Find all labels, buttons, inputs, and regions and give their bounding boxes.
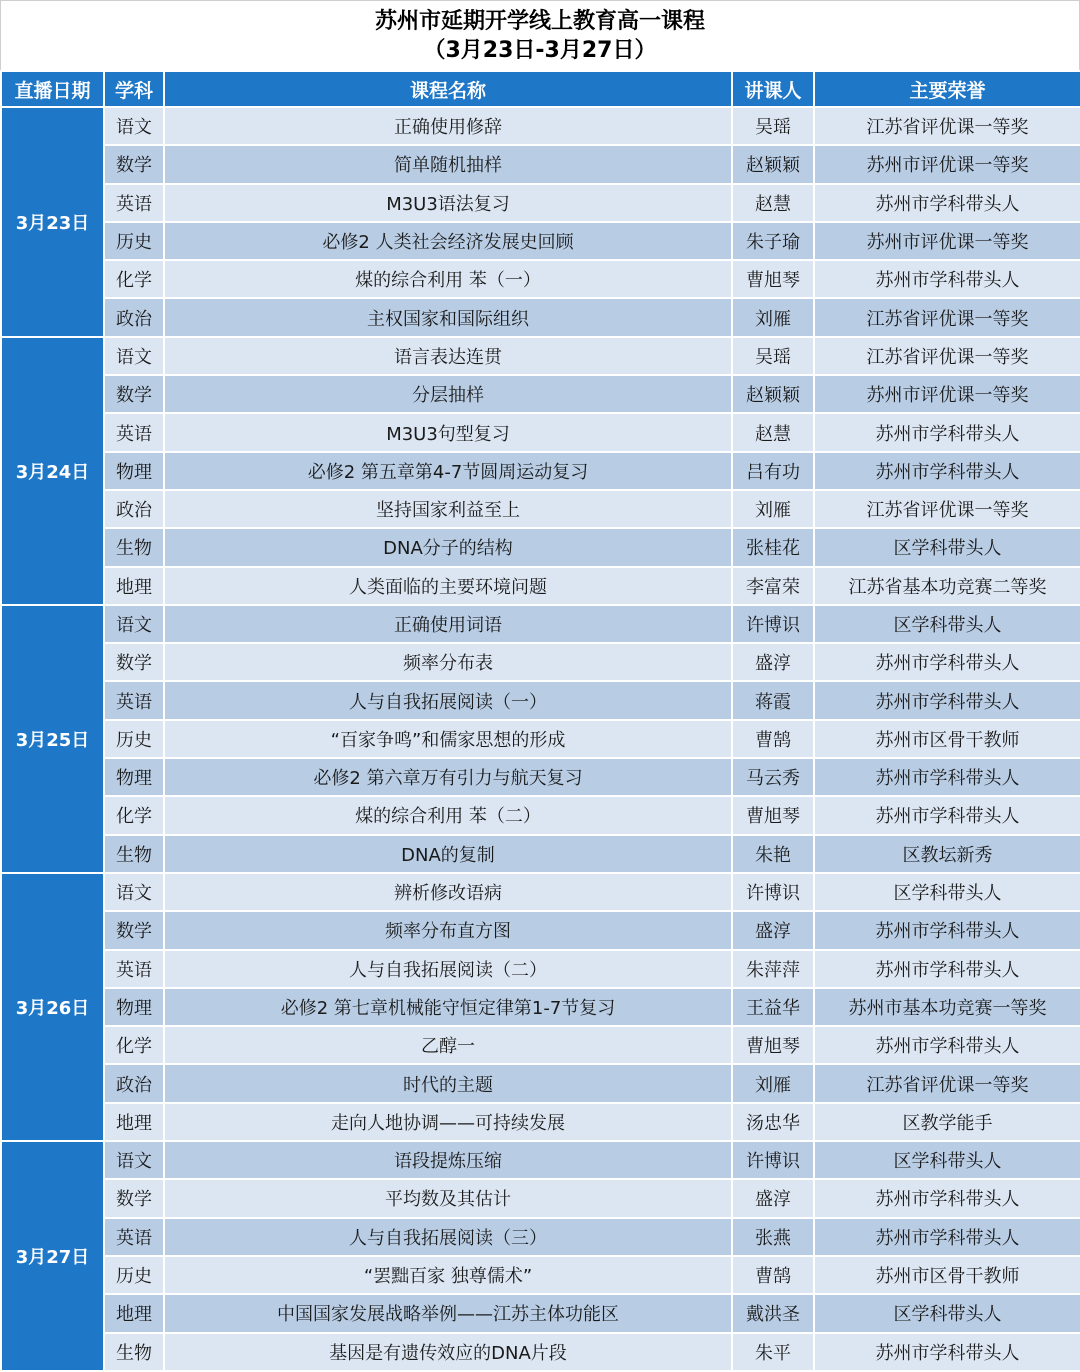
honor-cell: 江苏省评优课一等奖 bbox=[814, 1064, 1080, 1102]
course-name-cell: 乙醇一 bbox=[164, 1026, 732, 1064]
honor-cell: 苏州市学科带头人 bbox=[814, 184, 1080, 222]
subject-cell: 历史 bbox=[104, 222, 164, 260]
honor-cell: 苏州市学科带头人 bbox=[814, 1333, 1080, 1371]
subject-cell: 语文 bbox=[104, 337, 164, 375]
table-row bbox=[1, 605, 1080, 643]
subject-cell: 地理 bbox=[104, 1103, 164, 1141]
honor-cell: 苏州市区骨干教师 bbox=[814, 1256, 1080, 1294]
table-row bbox=[1, 298, 1080, 336]
teacher-cell: 吴瑶 bbox=[732, 107, 814, 145]
course-name-cell: “罢黜百家 独尊儒术” bbox=[164, 1256, 732, 1294]
course-name-cell: 时代的主题 bbox=[164, 1064, 732, 1102]
date-cell: 3月23日 bbox=[1, 107, 104, 337]
course-name-cell: M3U3语法复习 bbox=[164, 184, 732, 222]
header-date: 直播日期 bbox=[1, 71, 104, 107]
table-row bbox=[1, 835, 1080, 873]
header-course: 课程名称 bbox=[164, 71, 732, 107]
header-teacher: 讲课人 bbox=[732, 71, 814, 107]
course-name-cell: 必修2 第六章万有引力与航天复习 bbox=[164, 758, 732, 796]
table-row bbox=[1, 145, 1080, 183]
table-row bbox=[1, 375, 1080, 413]
honor-cell: 江苏省评优课一等奖 bbox=[814, 490, 1080, 528]
honor-cell: 苏州市学科带头人 bbox=[814, 796, 1080, 834]
teacher-cell: 汤忠华 bbox=[732, 1103, 814, 1141]
teacher-cell: 张桂花 bbox=[732, 528, 814, 566]
date-cell: 3月26日 bbox=[1, 873, 104, 1141]
table-row bbox=[1, 490, 1080, 528]
teacher-cell: 刘雁 bbox=[732, 298, 814, 336]
teacher-cell: 马云秀 bbox=[732, 758, 814, 796]
course-name-cell: 煤的综合利用 苯（一） bbox=[164, 260, 732, 298]
honor-cell: 江苏省评优课一等奖 bbox=[814, 298, 1080, 336]
honor-cell: 江苏省评优课一等奖 bbox=[814, 337, 1080, 375]
subject-cell: 物理 bbox=[104, 758, 164, 796]
teacher-cell: 蒋霞 bbox=[732, 681, 814, 719]
teacher-cell: 朱子瑜 bbox=[732, 222, 814, 260]
honor-cell: 区教学能手 bbox=[814, 1103, 1080, 1141]
teacher-cell: 赵颖颖 bbox=[732, 375, 814, 413]
subject-cell: 政治 bbox=[104, 490, 164, 528]
table-row bbox=[1, 1064, 1080, 1102]
course-name-cell: 走向人地协调——可持续发展 bbox=[164, 1103, 732, 1141]
course-name-cell: 平均数及其估计 bbox=[164, 1179, 732, 1217]
teacher-cell: 王益华 bbox=[732, 988, 814, 1026]
honor-cell: 苏州市学科带头人 bbox=[814, 1026, 1080, 1064]
teacher-cell: 盛淳 bbox=[732, 911, 814, 949]
teacher-cell: 曹旭琴 bbox=[732, 796, 814, 834]
course-name-cell: 坚持国家利益至上 bbox=[164, 490, 732, 528]
course-schedule-table bbox=[0, 70, 1080, 1372]
course-name-cell: 人与自我拓展阅读（三） bbox=[164, 1218, 732, 1256]
course-name-cell: 频率分布直方图 bbox=[164, 911, 732, 949]
date-cell: 3月27日 bbox=[1, 1141, 104, 1371]
subject-cell: 英语 bbox=[104, 1218, 164, 1256]
subject-cell: 物理 bbox=[104, 452, 164, 490]
subject-cell: 数学 bbox=[104, 1179, 164, 1217]
subject-cell: 英语 bbox=[104, 681, 164, 719]
subject-cell: 数学 bbox=[104, 643, 164, 681]
table-row bbox=[1, 950, 1080, 988]
table-row bbox=[1, 1103, 1080, 1141]
teacher-cell: 刘雁 bbox=[732, 1064, 814, 1102]
course-name-cell: DNA的复制 bbox=[164, 835, 732, 873]
table-row bbox=[1, 758, 1080, 796]
honor-cell: 苏州市学科带头人 bbox=[814, 413, 1080, 451]
honor-cell: 苏州市学科带头人 bbox=[814, 260, 1080, 298]
table-row bbox=[1, 452, 1080, 490]
course-name-cell: 语言表达连贯 bbox=[164, 337, 732, 375]
course-name-cell: 分层抽样 bbox=[164, 375, 732, 413]
page-subtitle-date-range: （3月23日-3月27日） bbox=[423, 37, 657, 63]
honor-cell: 苏州市学科带头人 bbox=[814, 681, 1080, 719]
table-row bbox=[1, 796, 1080, 834]
subject-cell: 化学 bbox=[104, 260, 164, 298]
table-row bbox=[1, 567, 1080, 605]
subject-cell: 英语 bbox=[104, 184, 164, 222]
teacher-cell: 许博识 bbox=[732, 605, 814, 643]
table-row bbox=[1, 911, 1080, 949]
teacher-cell: 曹旭琴 bbox=[732, 260, 814, 298]
teacher-cell: 朱平 bbox=[732, 1333, 814, 1371]
course-name-cell: 人类面临的主要环境问题 bbox=[164, 567, 732, 605]
table-row bbox=[1, 528, 1080, 566]
date-cell: 3月24日 bbox=[1, 337, 104, 605]
teacher-cell: 盛淳 bbox=[732, 643, 814, 681]
teacher-cell: 曹鹄 bbox=[732, 720, 814, 758]
schedule-body bbox=[1, 107, 1080, 1371]
course-name-cell: 正确使用词语 bbox=[164, 605, 732, 643]
table-row bbox=[1, 988, 1080, 1026]
teacher-cell: 刘雁 bbox=[732, 490, 814, 528]
table-row bbox=[1, 681, 1080, 719]
course-name-cell: 频率分布表 bbox=[164, 643, 732, 681]
subject-cell: 生物 bbox=[104, 835, 164, 873]
table-row bbox=[1, 184, 1080, 222]
honor-cell: 苏州市评优课一等奖 bbox=[814, 222, 1080, 260]
title-block bbox=[0, 0, 1080, 70]
teacher-cell: 吴瑶 bbox=[732, 337, 814, 375]
subject-cell: 生物 bbox=[104, 1333, 164, 1371]
table-row bbox=[1, 1333, 1080, 1371]
subject-cell: 英语 bbox=[104, 950, 164, 988]
honor-cell: 苏州市区骨干教师 bbox=[814, 720, 1080, 758]
table-row bbox=[1, 1026, 1080, 1064]
table-row bbox=[1, 1294, 1080, 1332]
subject-cell: 语文 bbox=[104, 605, 164, 643]
subject-cell: 历史 bbox=[104, 1256, 164, 1294]
honor-cell: 苏州市学科带头人 bbox=[814, 452, 1080, 490]
table-row bbox=[1, 337, 1080, 375]
honor-cell: 苏州市学科带头人 bbox=[814, 758, 1080, 796]
date-cell: 3月25日 bbox=[1, 605, 104, 873]
course-name-cell: 正确使用修辞 bbox=[164, 107, 732, 145]
header-row bbox=[1, 71, 1080, 107]
teacher-cell: 赵颖颖 bbox=[732, 145, 814, 183]
honor-cell: 区学科带头人 bbox=[814, 873, 1080, 911]
subject-cell: 英语 bbox=[104, 413, 164, 451]
honor-cell: 区学科带头人 bbox=[814, 1294, 1080, 1332]
course-name-cell: 简单随机抽样 bbox=[164, 145, 732, 183]
subject-cell: 数学 bbox=[104, 145, 164, 183]
subject-cell: 政治 bbox=[104, 298, 164, 336]
honor-cell: 区学科带头人 bbox=[814, 605, 1080, 643]
subject-cell: 地理 bbox=[104, 1294, 164, 1332]
subject-cell: 政治 bbox=[104, 1064, 164, 1102]
honor-cell: 苏州市评优课一等奖 bbox=[814, 375, 1080, 413]
honor-cell: 江苏省基本功竞赛二等奖 bbox=[814, 567, 1080, 605]
honor-cell: 苏州市基本功竞赛一等奖 bbox=[814, 988, 1080, 1026]
subject-cell: 历史 bbox=[104, 720, 164, 758]
course-name-cell: 基因是有遗传效应的DNA片段 bbox=[164, 1333, 732, 1371]
honor-cell: 区学科带头人 bbox=[814, 1141, 1080, 1179]
table-row bbox=[1, 1218, 1080, 1256]
honor-cell: 苏州市学科带头人 bbox=[814, 643, 1080, 681]
subject-cell: 数学 bbox=[104, 911, 164, 949]
table-row bbox=[1, 260, 1080, 298]
teacher-cell: 张燕 bbox=[732, 1218, 814, 1256]
page-title: 苏州市延期开学线上教育高一课程 bbox=[374, 8, 705, 34]
course-name-cell: 必修2 第七章机械能守恒定律第1-7节复习 bbox=[164, 988, 732, 1026]
course-name-cell: 中国国家发展战略举例——江苏主体功能区 bbox=[164, 1294, 732, 1332]
table-row bbox=[1, 1179, 1080, 1217]
teacher-cell: 曹旭琴 bbox=[732, 1026, 814, 1064]
teacher-cell: 朱艳 bbox=[732, 835, 814, 873]
subject-cell: 语文 bbox=[104, 107, 164, 145]
subject-cell: 语文 bbox=[104, 873, 164, 911]
honor-cell: 苏州市学科带头人 bbox=[814, 1179, 1080, 1217]
subject-cell: 物理 bbox=[104, 988, 164, 1026]
teacher-cell: 许博识 bbox=[732, 1141, 814, 1179]
header-honor: 主要荣誉 bbox=[814, 71, 1080, 107]
course-name-cell: 人与自我拓展阅读（一） bbox=[164, 681, 732, 719]
course-name-cell: M3U3句型复习 bbox=[164, 413, 732, 451]
teacher-cell: 许博识 bbox=[732, 873, 814, 911]
honor-cell: 区教坛新秀 bbox=[814, 835, 1080, 873]
table-row bbox=[1, 107, 1080, 145]
course-name-cell: 人与自我拓展阅读（二） bbox=[164, 950, 732, 988]
table-row bbox=[1, 222, 1080, 260]
honor-cell: 苏州市学科带头人 bbox=[814, 950, 1080, 988]
table-row bbox=[1, 720, 1080, 758]
honor-cell: 苏州市学科带头人 bbox=[814, 911, 1080, 949]
course-name-cell: DNA分子的结构 bbox=[164, 528, 732, 566]
header-subject: 学科 bbox=[104, 71, 164, 107]
course-name-cell: “百家争鸣”和儒家思想的形成 bbox=[164, 720, 732, 758]
teacher-cell: 赵慧 bbox=[732, 184, 814, 222]
teacher-cell: 盛淳 bbox=[732, 1179, 814, 1217]
subject-cell: 地理 bbox=[104, 567, 164, 605]
honor-cell: 苏州市学科带头人 bbox=[814, 1218, 1080, 1256]
honor-cell: 区学科带头人 bbox=[814, 528, 1080, 566]
subject-cell: 语文 bbox=[104, 1141, 164, 1179]
table-row bbox=[1, 643, 1080, 681]
subject-cell: 化学 bbox=[104, 1026, 164, 1064]
teacher-cell: 曹鹄 bbox=[732, 1256, 814, 1294]
subject-cell: 数学 bbox=[104, 375, 164, 413]
table-row bbox=[1, 413, 1080, 451]
table-row bbox=[1, 873, 1080, 911]
table-row bbox=[1, 1256, 1080, 1294]
honor-cell: 苏州市评优课一等奖 bbox=[814, 145, 1080, 183]
course-name-cell: 语段提炼压缩 bbox=[164, 1141, 732, 1179]
course-name-cell: 必修2 第五章第4-7节圆周运动复习 bbox=[164, 452, 732, 490]
course-name-cell: 辨析修改语病 bbox=[164, 873, 732, 911]
table-row bbox=[1, 1141, 1080, 1179]
teacher-cell: 吕有功 bbox=[732, 452, 814, 490]
teacher-cell: 李富荣 bbox=[732, 567, 814, 605]
teacher-cell: 赵慧 bbox=[732, 413, 814, 451]
course-name-cell: 必修2 人类社会经济发展史回顾 bbox=[164, 222, 732, 260]
teacher-cell: 戴洪圣 bbox=[732, 1294, 814, 1332]
teacher-cell: 朱萍萍 bbox=[732, 950, 814, 988]
course-name-cell: 主权国家和国际组织 bbox=[164, 298, 732, 336]
subject-cell: 化学 bbox=[104, 796, 164, 834]
subject-cell: 生物 bbox=[104, 528, 164, 566]
honor-cell: 江苏省评优课一等奖 bbox=[814, 107, 1080, 145]
course-name-cell: 煤的综合利用 苯（二） bbox=[164, 796, 732, 834]
